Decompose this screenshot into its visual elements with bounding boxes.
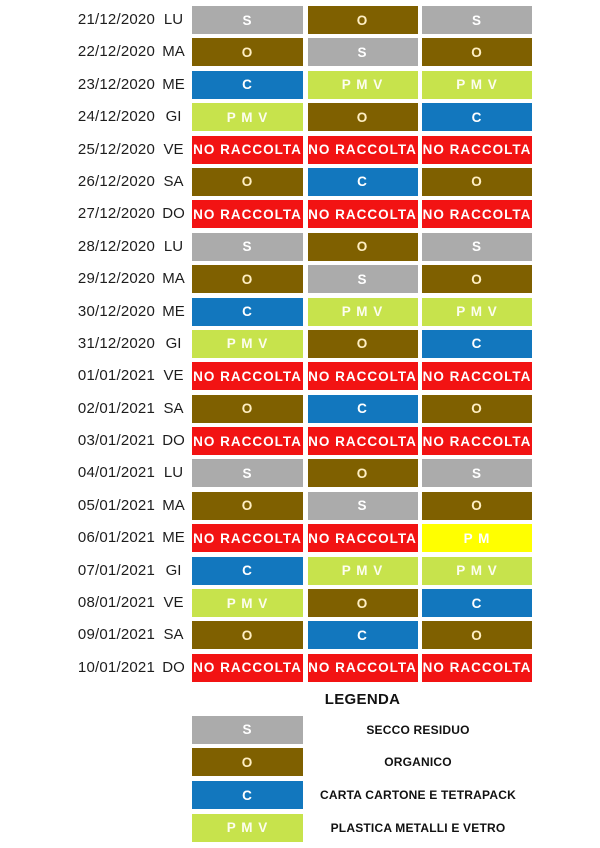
collection-cell: C <box>192 557 303 585</box>
calendar-row <box>0 557 600 585</box>
date-label: 10/01/2021 <box>77 658 155 676</box>
weekday-label: DO <box>162 658 185 676</box>
date-label: 08/01/2021 <box>77 594 155 612</box>
collection-cell: NO RACCOLTA <box>192 427 303 455</box>
calendar-row <box>0 654 600 682</box>
collection-cell: S <box>308 38 418 66</box>
legend-swatch: P M V <box>192 814 303 842</box>
date-label: 30/12/2020 <box>77 302 155 320</box>
weekday-label: DO <box>162 205 185 223</box>
collection-cell: O <box>192 492 303 520</box>
collection-cell: P M V <box>422 298 532 326</box>
collection-cell: NO RACCOLTA <box>308 654 418 682</box>
collection-cell: O <box>422 265 532 293</box>
collection-cell: P M V <box>308 71 418 99</box>
collection-cell: NO RACCOLTA <box>308 136 418 164</box>
weekday-label: GI <box>165 334 182 352</box>
collection-cell: O <box>192 265 303 293</box>
calendar-row <box>0 136 600 164</box>
collection-cell: NO RACCOLTA <box>308 362 418 390</box>
weekday-label: GI <box>165 561 182 579</box>
calendar-row <box>0 621 600 649</box>
collection-cell: P M V <box>308 298 418 326</box>
legend-swatch: S <box>192 716 303 744</box>
date-label: 29/12/2020 <box>77 270 155 288</box>
collection-cell: O <box>308 330 418 358</box>
collection-cell: NO RACCOLTA <box>422 654 532 682</box>
weekday-label: MA <box>162 43 185 61</box>
date-label: 07/01/2021 <box>77 561 155 579</box>
weekday-label: VE <box>163 140 184 158</box>
calendar-row <box>0 233 600 261</box>
weekday-label: SA <box>163 399 184 417</box>
weekday-label: LU <box>163 464 184 482</box>
date-label: 23/12/2020 <box>77 75 155 93</box>
calendar-row <box>0 459 600 487</box>
collection-cell: P M V <box>192 103 303 131</box>
collection-cell: NO RACCOLTA <box>192 200 303 228</box>
weekday-label: SA <box>163 626 184 644</box>
collection-cell: NO RACCOLTA <box>422 427 532 455</box>
weekday-label: MA <box>162 270 185 288</box>
weekday-label: GI <box>165 108 182 126</box>
collection-cell: NO RACCOLTA <box>192 654 303 682</box>
date-label: 02/01/2021 <box>77 399 155 417</box>
legend-swatch: C <box>192 781 303 809</box>
calendar-row <box>0 265 600 293</box>
weekday-label: MA <box>162 496 185 514</box>
collection-cell: P M V <box>192 330 303 358</box>
legend <box>192 691 533 842</box>
calendar-row <box>0 71 600 99</box>
legend-description: PLASTICA METALLI E VETRO <box>330 820 506 835</box>
date-label: 03/01/2021 <box>77 432 155 450</box>
collection-cell: O <box>422 168 532 196</box>
calendar-row <box>0 492 600 520</box>
collection-cell: P M V <box>308 557 418 585</box>
collection-cell: S <box>308 265 418 293</box>
collection-cell: P M V <box>422 557 532 585</box>
collection-cell: S <box>422 233 532 261</box>
collection-cell: NO RACCOLTA <box>422 200 532 228</box>
date-label: 05/01/2021 <box>77 496 155 514</box>
date-label: 21/12/2020 <box>77 11 155 28</box>
collection-cell: O <box>422 395 532 423</box>
collection-cell: O <box>308 103 418 131</box>
collection-cell: O <box>192 168 303 196</box>
collection-cell: C <box>422 589 532 617</box>
date-label: 01/01/2021 <box>77 367 155 385</box>
date-label: 28/12/2020 <box>77 237 155 255</box>
collection-cell: O <box>308 233 418 261</box>
collection-cell: C <box>308 621 418 649</box>
collection-cell: C <box>192 71 303 99</box>
legend-description: CARTA CARTONE E TETRAPACK <box>320 788 516 802</box>
date-label: 04/01/2021 <box>77 464 155 482</box>
collection-cell: S <box>192 459 303 487</box>
legend-description: ORGANICO <box>384 755 452 770</box>
collection-cell: C <box>308 395 418 423</box>
collection-cell: O <box>192 38 303 66</box>
collection-cell: O <box>308 459 418 487</box>
date-label: 22/12/2020 <box>77 43 155 61</box>
date-label: 27/12/2020 <box>77 205 155 223</box>
collection-cell: NO RACCOLTA <box>192 524 303 552</box>
calendar-row <box>0 200 600 228</box>
collection-cell: C <box>192 298 303 326</box>
legend-row <box>192 814 533 842</box>
date-label: 31/12/2020 <box>77 334 155 352</box>
collection-cell: O <box>422 492 532 520</box>
weekday-label: LU <box>163 11 184 28</box>
weekday-label: ME <box>162 75 185 93</box>
collection-cell: S <box>422 6 532 34</box>
collection-cell: P M V <box>422 71 532 99</box>
collection-cell: P M V <box>192 589 303 617</box>
collection-cell: S <box>422 459 532 487</box>
collection-cell: O <box>192 395 303 423</box>
calendar-row <box>0 298 600 326</box>
collection-cell: O <box>308 589 418 617</box>
calendar-row <box>0 362 600 390</box>
collection-cell: C <box>308 168 418 196</box>
collection-cell: C <box>422 103 532 131</box>
date-label: 09/01/2021 <box>77 626 155 644</box>
collection-cell: S <box>192 6 303 34</box>
weekday-label: DO <box>162 432 185 450</box>
date-label: 06/01/2021 <box>77 529 155 547</box>
collection-cell: O <box>308 6 418 34</box>
weekday-label: SA <box>163 172 184 190</box>
calendar-row <box>0 330 600 358</box>
date-label: 26/12/2020 <box>77 172 155 190</box>
legend-row <box>192 781 533 809</box>
calendar-row <box>0 103 600 131</box>
collection-cell: NO RACCOLTA <box>192 136 303 164</box>
legend-title: LEGENDA <box>324 690 401 708</box>
weekday-label: VE <box>163 367 184 385</box>
date-label: 24/12/2020 <box>77 108 155 126</box>
legend-row <box>192 716 533 744</box>
collection-cell: NO RACCOLTA <box>422 136 532 164</box>
calendar-row <box>0 589 600 617</box>
legend-swatch: O <box>192 748 303 776</box>
collection-cell: NO RACCOLTA <box>308 524 418 552</box>
collection-cell: O <box>422 621 532 649</box>
collection-cell: NO RACCOLTA <box>308 427 418 455</box>
calendar-row <box>0 6 600 34</box>
collection-cell: NO RACCOLTA <box>308 200 418 228</box>
collection-cell: P M <box>422 524 532 552</box>
weekday-label: ME <box>162 302 185 320</box>
calendar-row <box>0 168 600 196</box>
weekday-label: VE <box>163 594 184 612</box>
collection-cell: NO RACCOLTA <box>192 362 303 390</box>
collection-cell: O <box>192 621 303 649</box>
calendar-row <box>0 524 600 552</box>
weekday-label: LU <box>163 237 184 255</box>
date-label: 25/12/2020 <box>77 140 155 158</box>
weekday-label: ME <box>162 529 185 547</box>
collection-cell: O <box>422 38 532 66</box>
legend-description: SECCO RESIDUO <box>366 722 470 737</box>
calendar-row <box>0 427 600 455</box>
collection-cell: C <box>422 330 532 358</box>
calendar-row <box>0 38 600 66</box>
legend-rows <box>192 716 533 842</box>
collection-cell: NO RACCOLTA <box>422 362 532 390</box>
calendar-row <box>0 395 600 423</box>
legend-row <box>192 748 533 776</box>
collection-cell: S <box>192 233 303 261</box>
collection-cell: S <box>308 492 418 520</box>
